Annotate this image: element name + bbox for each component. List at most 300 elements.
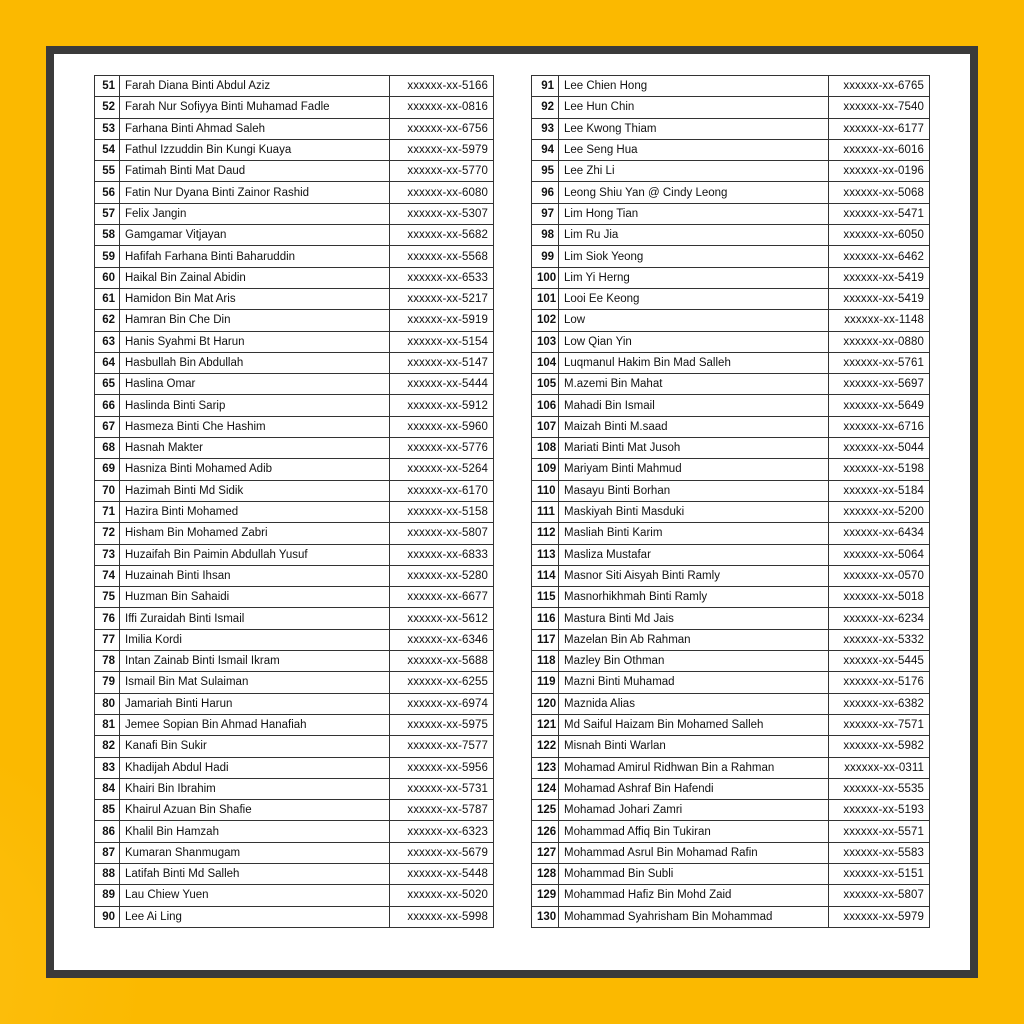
person-name: Lim Hong Tian (559, 203, 829, 224)
table-row (532, 76, 930, 97)
row-number: 74 (95, 565, 120, 586)
row-number: 94 (532, 139, 559, 160)
person-name: Mariati Binti Mat Jusoh (559, 438, 829, 459)
person-name: Jamariah Binti Harun (120, 693, 390, 714)
person-name: Mohammad Bin Subli (559, 863, 829, 884)
person-name: Hamidon Bin Mat Aris (120, 288, 390, 309)
ic-number: xxxxxx-xx-6170 (390, 480, 494, 501)
ic-number: xxxxxx-xx-5688 (390, 651, 494, 672)
ic-number: xxxxxx-xx-5583 (829, 842, 930, 863)
table-row (95, 161, 494, 182)
table-row (95, 310, 494, 331)
ic-number: xxxxxx-xx-5445 (829, 651, 930, 672)
table-row (532, 714, 930, 735)
person-name: Lee Chien Hong (559, 76, 829, 97)
row-number: 63 (95, 331, 120, 352)
ic-number: xxxxxx-xx-6346 (390, 629, 494, 650)
table-row (95, 651, 494, 672)
ic-number: xxxxxx-xx-5166 (390, 76, 494, 97)
row-number: 109 (532, 459, 559, 480)
person-name: Mohammad Hafiz Bin Mohd Zaid (559, 885, 829, 906)
ic-number: xxxxxx-xx-0880 (829, 331, 930, 352)
ic-number: xxxxxx-xx-6234 (829, 608, 930, 629)
row-number: 82 (95, 736, 120, 757)
table-row (532, 480, 930, 501)
person-name: Lim Ru Jia (559, 225, 829, 246)
ic-number: xxxxxx-xx-5064 (829, 544, 930, 565)
row-number: 98 (532, 225, 559, 246)
person-name: Khairi Bin Ibrahim (120, 778, 390, 799)
row-number: 112 (532, 523, 559, 544)
ic-number: xxxxxx-xx-5147 (390, 352, 494, 373)
ic-number: xxxxxx-xx-5154 (390, 331, 494, 352)
row-number: 100 (532, 267, 559, 288)
row-number: 54 (95, 139, 120, 160)
table-row (95, 480, 494, 501)
document-frame (46, 46, 978, 978)
person-name: Khadijah Abdul Hadi (120, 757, 390, 778)
person-name: Imilia Kordi (120, 629, 390, 650)
ic-number: xxxxxx-xx-5068 (829, 182, 930, 203)
row-number: 72 (95, 523, 120, 544)
table-row (532, 885, 930, 906)
ic-number: xxxxxx-xx-6677 (390, 587, 494, 608)
row-number: 58 (95, 225, 120, 246)
row-number: 125 (532, 800, 559, 821)
row-number: 101 (532, 288, 559, 309)
row-number: 96 (532, 182, 559, 203)
table-row (532, 97, 930, 118)
person-name: Hasniza Binti Mohamed Adib (120, 459, 390, 480)
row-number: 122 (532, 736, 559, 757)
table-row (532, 459, 930, 480)
ic-number: xxxxxx-xx-6255 (390, 672, 494, 693)
row-number: 87 (95, 842, 120, 863)
row-number: 90 (95, 906, 120, 927)
row-number: 77 (95, 629, 120, 650)
table-row (532, 438, 930, 459)
person-name: Jemee Sopian Bin Ahmad Hanafiah (120, 714, 390, 735)
row-number: 92 (532, 97, 559, 118)
ic-number: xxxxxx-xx-5975 (390, 714, 494, 735)
table-row (95, 906, 494, 927)
ic-number: xxxxxx-xx-5979 (829, 906, 930, 927)
row-number: 86 (95, 821, 120, 842)
row-number: 61 (95, 288, 120, 309)
person-name: Masnorhikhmah Binti Ramly (559, 587, 829, 608)
table-row (95, 97, 494, 118)
person-name: Mastura Binti Md Jais (559, 608, 829, 629)
row-number: 115 (532, 587, 559, 608)
row-number: 103 (532, 331, 559, 352)
person-name: Huzaifah Bin Paimin Abdullah Yusuf (120, 544, 390, 565)
person-name: Mariyam Binti Mahmud (559, 459, 829, 480)
person-name: Maizah Binti M.saad (559, 416, 829, 437)
person-name: Mazley Bin Othman (559, 651, 829, 672)
row-number: 52 (95, 97, 120, 118)
table-row (95, 693, 494, 714)
ic-number: xxxxxx-xx-5979 (390, 139, 494, 160)
person-name: Masnor Siti Aisyah Binti Ramly (559, 565, 829, 586)
ic-number: xxxxxx-xx-5697 (829, 374, 930, 395)
ic-number: xxxxxx-xx-6756 (390, 118, 494, 139)
row-number: 60 (95, 267, 120, 288)
name-table-left-body (95, 76, 494, 928)
person-name: Lee Seng Hua (559, 139, 829, 160)
row-number: 97 (532, 203, 559, 224)
table-row (95, 246, 494, 267)
table-row (95, 544, 494, 565)
table-row (95, 587, 494, 608)
table-row (532, 757, 930, 778)
row-number: 55 (95, 161, 120, 182)
ic-number: xxxxxx-xx-0196 (829, 161, 930, 182)
person-name: Khalil Bin Hamzah (120, 821, 390, 842)
row-number: 111 (532, 501, 559, 522)
table-row (532, 310, 930, 331)
row-number: 51 (95, 76, 120, 97)
table-row (532, 288, 930, 309)
row-number: 113 (532, 544, 559, 565)
row-number: 120 (532, 693, 559, 714)
table-row (95, 76, 494, 97)
row-number: 68 (95, 438, 120, 459)
ic-number: xxxxxx-xx-5151 (829, 863, 930, 884)
row-number: 83 (95, 757, 120, 778)
row-number: 53 (95, 118, 120, 139)
person-name: Luqmanul Hakim Bin Mad Salleh (559, 352, 829, 373)
person-name: Farah Nur Sofiyya Binti Muhamad Fadle (120, 97, 390, 118)
ic-number: xxxxxx-xx-6716 (829, 416, 930, 437)
person-name: Ismail Bin Mat Sulaiman (120, 672, 390, 693)
person-name: Mohamad Amirul Ridhwan Bin a Rahman (559, 757, 829, 778)
person-name: Mazni Binti Muhamad (559, 672, 829, 693)
table-row (95, 374, 494, 395)
ic-number: xxxxxx-xx-5770 (390, 161, 494, 182)
person-name: Low (559, 310, 829, 331)
table-row (95, 565, 494, 586)
row-number: 56 (95, 182, 120, 203)
row-number: 85 (95, 800, 120, 821)
ic-number: xxxxxx-xx-5960 (390, 416, 494, 437)
table-row (95, 288, 494, 309)
table-row (95, 608, 494, 629)
table-row (532, 906, 930, 927)
person-name: Hazira Binti Mohamed (120, 501, 390, 522)
person-name: Lee Hun Chin (559, 97, 829, 118)
row-number: 59 (95, 246, 120, 267)
ic-number: xxxxxx-xx-6080 (390, 182, 494, 203)
row-number: 76 (95, 608, 120, 629)
ic-number: xxxxxx-xx-5332 (829, 629, 930, 650)
row-number: 129 (532, 885, 559, 906)
person-name: Fatimah Binti Mat Daud (120, 161, 390, 182)
table-row (95, 800, 494, 821)
table-row (532, 736, 930, 757)
row-number: 67 (95, 416, 120, 437)
table-row (532, 693, 930, 714)
ic-number: xxxxxx-xx-5198 (829, 459, 930, 480)
ic-number: xxxxxx-xx-5807 (829, 885, 930, 906)
person-name: Huzainah Binti Ihsan (120, 565, 390, 586)
row-number: 130 (532, 906, 559, 927)
ic-number: xxxxxx-xx-5982 (829, 736, 930, 757)
table-row (95, 267, 494, 288)
table-row (95, 629, 494, 650)
row-number: 93 (532, 118, 559, 139)
ic-number: xxxxxx-xx-5649 (829, 395, 930, 416)
row-number: 91 (532, 76, 559, 97)
ic-number: xxxxxx-xx-5448 (390, 863, 494, 884)
row-number: 78 (95, 651, 120, 672)
row-number: 64 (95, 352, 120, 373)
table-row (95, 736, 494, 757)
row-number: 128 (532, 863, 559, 884)
ic-number: xxxxxx-xx-5020 (390, 885, 494, 906)
person-name: Haikal Bin Zainal Abidin (120, 267, 390, 288)
ic-number: xxxxxx-xx-5776 (390, 438, 494, 459)
table-row (532, 629, 930, 650)
ic-number: xxxxxx-xx-5184 (829, 480, 930, 501)
ic-number: xxxxxx-xx-6462 (829, 246, 930, 267)
table-row (532, 374, 930, 395)
table-row (95, 203, 494, 224)
row-number: 106 (532, 395, 559, 416)
person-name: Haslinda Binti Sarip (120, 395, 390, 416)
row-number: 57 (95, 203, 120, 224)
ic-number: xxxxxx-xx-6323 (390, 821, 494, 842)
table-row (95, 459, 494, 480)
ic-number: xxxxxx-xx-5419 (829, 288, 930, 309)
row-number: 75 (95, 587, 120, 608)
ic-number: xxxxxx-xx-5679 (390, 842, 494, 863)
person-name: Masliah Binti Karim (559, 523, 829, 544)
table-row (532, 608, 930, 629)
person-name: Lee Kwong Thiam (559, 118, 829, 139)
row-number: 81 (95, 714, 120, 735)
row-number: 118 (532, 651, 559, 672)
ic-number: xxxxxx-xx-5444 (390, 374, 494, 395)
ic-number: xxxxxx-xx-5044 (829, 438, 930, 459)
person-name: Kumaran Shanmugam (120, 842, 390, 863)
name-table-right-body (532, 76, 930, 928)
name-table-right (531, 75, 930, 928)
person-name: Kanafi Bin Sukir (120, 736, 390, 757)
person-name: Khairul Azuan Bin Shafie (120, 800, 390, 821)
row-number: 65 (95, 374, 120, 395)
ic-number: xxxxxx-xx-5787 (390, 800, 494, 821)
ic-number: xxxxxx-xx-6434 (829, 523, 930, 544)
row-number: 110 (532, 480, 559, 501)
row-number: 62 (95, 310, 120, 331)
table-row (95, 139, 494, 160)
ic-number: xxxxxx-xx-5176 (829, 672, 930, 693)
person-name: Mohamad Ashraf Bin Hafendi (559, 778, 829, 799)
table-row (95, 863, 494, 884)
table-row (95, 778, 494, 799)
person-name: Gamgamar Vitjayan (120, 225, 390, 246)
person-name: Lee Ai Ling (120, 906, 390, 927)
person-name: Masliza Mustafar (559, 544, 829, 565)
table-row (95, 885, 494, 906)
ic-number: xxxxxx-xx-6533 (390, 267, 494, 288)
row-number: 88 (95, 863, 120, 884)
table-row (532, 161, 930, 182)
row-number: 114 (532, 565, 559, 586)
table-row (95, 331, 494, 352)
table-row (95, 842, 494, 863)
person-name: Hasbullah Bin Abdullah (120, 352, 390, 373)
ic-number: xxxxxx-xx-0816 (390, 97, 494, 118)
ic-number: xxxxxx-xx-5956 (390, 757, 494, 778)
row-number: 104 (532, 352, 559, 373)
row-number: 71 (95, 501, 120, 522)
ic-number: xxxxxx-xx-5612 (390, 608, 494, 629)
row-number: 119 (532, 672, 559, 693)
table-row (532, 331, 930, 352)
person-name: Looi Ee Keong (559, 288, 829, 309)
ic-number: xxxxxx-xx-5018 (829, 587, 930, 608)
row-number: 124 (532, 778, 559, 799)
row-number: 126 (532, 821, 559, 842)
row-number: 116 (532, 608, 559, 629)
row-number: 84 (95, 778, 120, 799)
person-name: Hasnah Makter (120, 438, 390, 459)
row-number: 80 (95, 693, 120, 714)
table-row (95, 438, 494, 459)
table-row (532, 800, 930, 821)
name-table-left (94, 75, 494, 928)
person-name: Hamran Bin Che Din (120, 310, 390, 331)
table-row (532, 863, 930, 884)
row-number: 107 (532, 416, 559, 437)
person-name: Farhana Binti Ahmad Saleh (120, 118, 390, 139)
person-name: Hanis Syahmi Bt Harun (120, 331, 390, 352)
row-number: 102 (532, 310, 559, 331)
person-name: Low Qian Yin (559, 331, 829, 352)
person-name: Mazelan Bin Ab Rahman (559, 629, 829, 650)
ic-number: xxxxxx-xx-5535 (829, 778, 930, 799)
row-number: 66 (95, 395, 120, 416)
ic-number: xxxxxx-xx-5158 (390, 501, 494, 522)
ic-number: xxxxxx-xx-5807 (390, 523, 494, 544)
table-row (532, 352, 930, 373)
ic-number: xxxxxx-xx-5998 (390, 906, 494, 927)
table-row (532, 544, 930, 565)
ic-number: xxxxxx-xx-6974 (390, 693, 494, 714)
table-row (532, 225, 930, 246)
ic-number: xxxxxx-xx-5919 (390, 310, 494, 331)
row-number: 121 (532, 714, 559, 735)
person-name: Latifah Binti Md Salleh (120, 863, 390, 884)
table-row (532, 842, 930, 863)
person-name: Felix Jangin (120, 203, 390, 224)
row-number: 123 (532, 757, 559, 778)
ic-number: xxxxxx-xx-0570 (829, 565, 930, 586)
table-row (532, 139, 930, 160)
row-number: 69 (95, 459, 120, 480)
person-name: Leong Shiu Yan @ Cindy Leong (559, 182, 829, 203)
person-name: Mohammad Asrul Bin Mohamad Rafin (559, 842, 829, 863)
table-row (95, 416, 494, 437)
row-number: 99 (532, 246, 559, 267)
table-row (95, 523, 494, 544)
person-name: Maskiyah Binti Masduki (559, 501, 829, 522)
table-row (532, 651, 930, 672)
ic-number: xxxxxx-xx-6765 (829, 76, 930, 97)
table-row (95, 182, 494, 203)
row-number: 70 (95, 480, 120, 501)
person-name: Lim Siok Yeong (559, 246, 829, 267)
person-name: Mohamad Johari Zamri (559, 800, 829, 821)
ic-number: xxxxxx-xx-5568 (390, 246, 494, 267)
ic-number: xxxxxx-xx-5571 (829, 821, 930, 842)
row-number: 79 (95, 672, 120, 693)
ic-number: xxxxxx-xx-7571 (829, 714, 930, 735)
row-number: 127 (532, 842, 559, 863)
table-row (95, 714, 494, 735)
person-name: Iffi Zuraidah Binti Ismail (120, 608, 390, 629)
table-row (532, 587, 930, 608)
row-number: 105 (532, 374, 559, 395)
person-name: Lau Chiew Yuen (120, 885, 390, 906)
person-name: Lim Yi Herng (559, 267, 829, 288)
ic-number: xxxxxx-xx-5307 (390, 203, 494, 224)
person-name: Mohammad Affiq Bin Tukiran (559, 821, 829, 842)
table-row (95, 352, 494, 373)
ic-number: xxxxxx-xx-5682 (390, 225, 494, 246)
ic-number: xxxxxx-xx-5912 (390, 395, 494, 416)
person-name: Huzman Bin Sahaidi (120, 587, 390, 608)
ic-number: xxxxxx-xx-6177 (829, 118, 930, 139)
person-name: M.azemi Bin Mahat (559, 374, 829, 395)
table-row (95, 821, 494, 842)
row-number: 117 (532, 629, 559, 650)
ic-number: xxxxxx-xx-5471 (829, 203, 930, 224)
person-name: Masayu Binti Borhan (559, 480, 829, 501)
row-number: 73 (95, 544, 120, 565)
ic-number: xxxxxx-xx-6833 (390, 544, 494, 565)
row-number: 95 (532, 161, 559, 182)
table-row (532, 395, 930, 416)
person-name: Lee Zhi Li (559, 161, 829, 182)
table-row (532, 778, 930, 799)
ic-number: xxxxxx-xx-6050 (829, 225, 930, 246)
ic-number: xxxxxx-xx-5419 (829, 267, 930, 288)
person-name: Mahadi Bin Ismail (559, 395, 829, 416)
row-number: 108 (532, 438, 559, 459)
table-row (532, 821, 930, 842)
table-row (532, 416, 930, 437)
ic-number: xxxxxx-xx-5193 (829, 800, 930, 821)
ic-number: xxxxxx-xx-5731 (390, 778, 494, 799)
person-name: Hisham Bin Mohamed Zabri (120, 523, 390, 544)
table-row (532, 565, 930, 586)
person-name: Farah Diana Binti Abdul Aziz (120, 76, 390, 97)
table-row (95, 225, 494, 246)
table-row (532, 118, 930, 139)
person-name: Hasmeza Binti Che Hashim (120, 416, 390, 437)
ic-number: xxxxxx-xx-7540 (829, 97, 930, 118)
row-number: 89 (95, 885, 120, 906)
person-name: Mohammad Syahrisham Bin Mohammad (559, 906, 829, 927)
ic-number: xxxxxx-xx-5761 (829, 352, 930, 373)
person-name: Haslina Omar (120, 374, 390, 395)
person-name: Hazimah Binti Md Sidik (120, 480, 390, 501)
ic-number: xxxxxx-xx-5200 (829, 501, 930, 522)
person-name: Hafifah Farhana Binti Baharuddin (120, 246, 390, 267)
person-name: Fathul Izzuddin Bin Kungi Kuaya (120, 139, 390, 160)
